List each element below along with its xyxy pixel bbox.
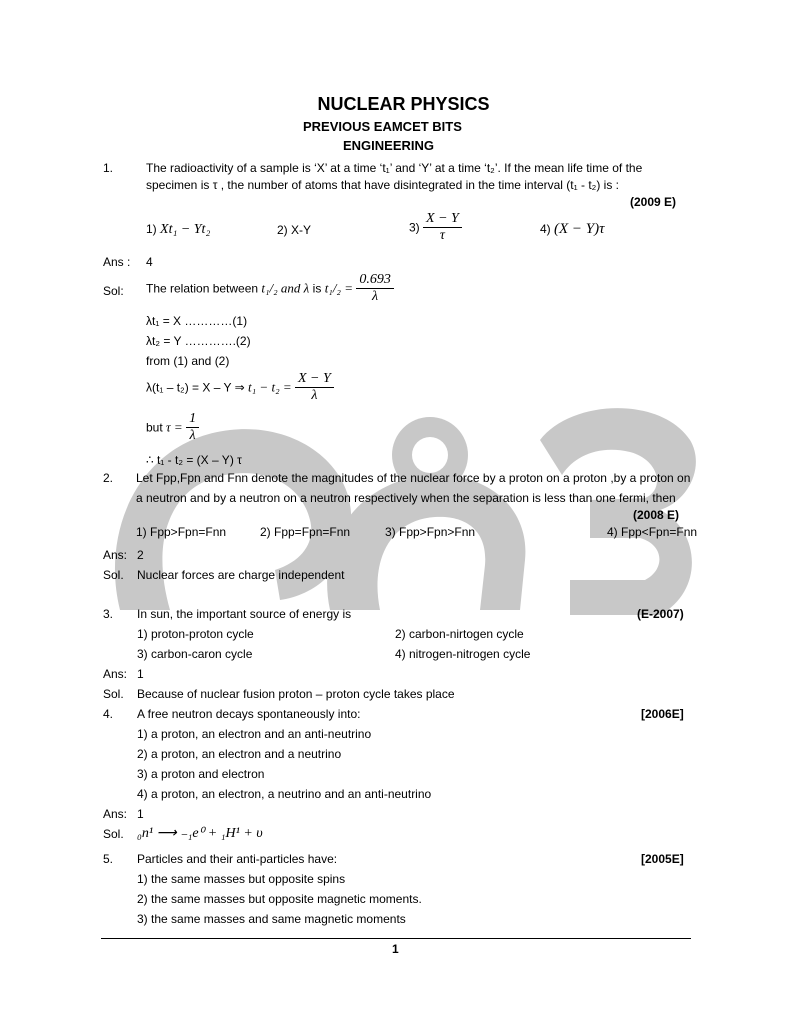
option: 2) the same masses but opposite magnetic moments. <box>137 892 422 906</box>
solution-step <box>146 411 199 444</box>
option: 2) a proton, an electron and a neutrino <box>137 747 342 761</box>
answer-value: 1 <box>137 667 144 681</box>
solution-text: Because of nuclear fusion proton – proton cycle takes place <box>137 687 455 701</box>
formula: t₁ − t₂ = <box>248 379 292 395</box>
answer-label: Ans : <box>103 255 131 269</box>
question-text: A free neutron decays spontaneously into: <box>137 707 361 721</box>
question-text: specimen is τ , the number of atoms that have disintegrated in the time interval (t₁ - t₂) is : <box>146 178 619 192</box>
fraction-numerator: 0.693 <box>356 272 394 289</box>
answer-label: Ans: <box>103 667 128 681</box>
question-text: a neutron and by a neutron on a neutron respectively when the separation is less than one fermi, then <box>136 491 676 505</box>
question-year: [2006E] <box>641 707 684 721</box>
solution-text: is <box>312 281 322 296</box>
answer-value: 4 <box>146 255 153 269</box>
section-heading: ENGINEERING <box>343 138 435 153</box>
option <box>409 211 462 244</box>
option: 1) Fpp>Fpn=Fnn <box>136 525 227 539</box>
option <box>540 221 605 238</box>
fraction-numerator: X − Y <box>423 211 462 228</box>
fraction-numerator: X − Y <box>295 371 334 388</box>
fraction <box>295 371 334 404</box>
answer-label: Ans: <box>103 807 128 821</box>
option: 2) Fpp=Fpn=Fnn <box>260 525 351 539</box>
fraction-denominator: λ <box>189 428 196 443</box>
option: 3) Fpp>Fpn>Fnn <box>385 525 476 539</box>
option: 1) proton-proton cycle <box>137 627 254 641</box>
answer-label: Ans: <box>103 548 128 562</box>
option: 2) X-Y <box>277 223 312 237</box>
decay-equation: ₀n¹ ⟶ ₋₁e⁰ + ₁H¹ + υ <box>137 826 263 841</box>
solution-label: Sol. <box>103 568 124 582</box>
option: 2) carbon-nirtogen cycle <box>395 627 524 641</box>
option-label: 4) <box>540 222 551 236</box>
answer-value: 1 <box>137 807 144 821</box>
question-year: (2009 E) <box>630 195 677 209</box>
fraction <box>186 411 199 444</box>
fraction-denominator: τ <box>439 228 445 243</box>
option-expression: (X − Y)τ <box>554 221 605 237</box>
formula: t₁/₂ = <box>324 280 353 296</box>
formula: τ = <box>166 419 183 435</box>
solution-step <box>146 371 334 404</box>
question-text: Particles and their anti-particles have: <box>137 852 338 866</box>
fraction-denominator: λ <box>311 388 318 403</box>
question-number: 1. <box>103 161 114 175</box>
answer-value: 2 <box>137 548 144 562</box>
solution-text: The relation between <box>146 281 259 296</box>
page-title: NUCLEAR PHYSICS <box>317 94 490 114</box>
option-label: 1) <box>146 222 157 236</box>
option: 4) nitrogen-nitrogen cycle <box>395 647 531 661</box>
question-year: (2008 E) <box>633 508 680 522</box>
solution-text: but <box>146 420 163 435</box>
option: 4) a proton, an electron, a neutrino and an anti-neutrino <box>137 787 432 801</box>
fraction <box>356 272 394 305</box>
solution-label: Sol: <box>103 284 124 298</box>
option: 1) a proton, an electron and an anti-neutrino <box>137 727 372 741</box>
formula: t₁/₂ and λ <box>261 280 310 296</box>
question-number: 5. <box>103 852 114 866</box>
option-label: 3) <box>409 220 420 235</box>
solution-step: λt₁ = X …………(1) <box>146 314 248 328</box>
solution-line <box>146 272 394 305</box>
page-number: 1 <box>392 942 399 956</box>
option: 3) the same masses and same magnetic moments <box>137 912 406 926</box>
question-text: Let Fpp,Fpn and Fnn denote the magnitudes of the nuclear force by a proton on a proton ,by a proton on <box>136 471 691 485</box>
page-subtitle: PREVIOUS EAMCET BITS <box>303 119 462 134</box>
question-number: 4. <box>103 707 114 721</box>
fraction <box>423 211 462 244</box>
option: 4) Fpp<Fpn=Fnn <box>607 525 698 539</box>
solution-label: Sol. <box>103 827 124 841</box>
solution-step: from (1) and (2) <box>146 354 230 368</box>
question-year: (E-2007) <box>637 607 684 621</box>
question-number: 2. <box>103 471 114 485</box>
fraction-numerator: 1 <box>186 411 199 428</box>
fraction-denominator: λ <box>372 289 379 304</box>
footer-divider <box>101 938 691 939</box>
option: 3) carbon-caron cycle <box>137 647 253 661</box>
option <box>146 222 210 238</box>
solution-text: Nuclear forces are charge independent <box>137 568 345 582</box>
question-number: 3. <box>103 607 114 621</box>
option-expression: Xt₁ − Yt₂ <box>160 222 211 237</box>
question-text: In sun, the important source of energy is <box>137 607 352 621</box>
solution-label: Sol. <box>103 687 124 701</box>
question-year: [2005E] <box>641 852 684 866</box>
question-text: The radioactivity of a sample is ‘X’ at a time ‘t₁’ and ‘Y’ at a time ‘t₂’. If the mean life time of the <box>146 161 643 175</box>
option: 3) a proton and electron <box>137 767 265 781</box>
solution-text: λ(t₁ – t₂) = X – Y ⇒ <box>146 380 245 395</box>
option: 1) the same masses but opposite spins <box>137 872 346 886</box>
solution-step: λt₂ = Y ………….(2) <box>146 334 251 348</box>
solution-step: ∴ t₁ - t₂ = (X – Y) τ <box>146 453 242 467</box>
